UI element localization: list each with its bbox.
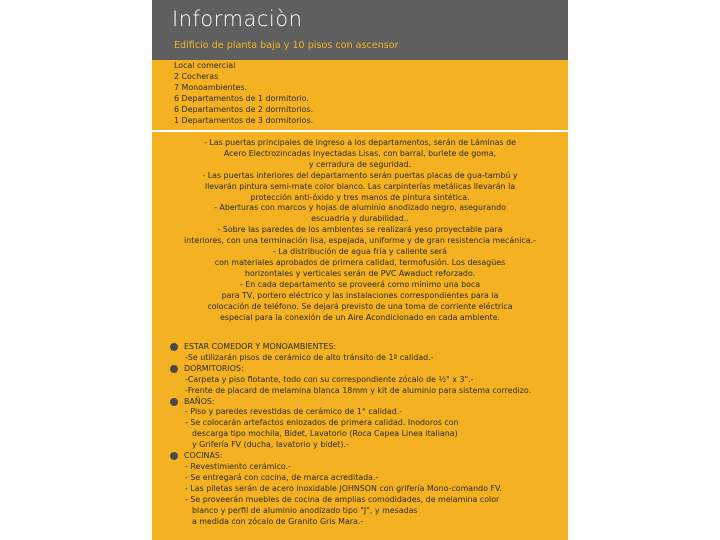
- room-line: descarga tipo mochila, Bidet, Lavatorio (Roca Capea Linea italiana): [192, 429, 458, 439]
- unit-item: 6 Departamentos de 2 dormitorios.: [174, 104, 314, 114]
- spec-line: escuadria y durabilidad..: [311, 214, 409, 224]
- spec-line: llevarán pintura semi-mate color blanco. Las carpinterías metálicas llevarán la: [204, 181, 516, 191]
- bullet-icon: [170, 343, 178, 351]
- rooms-list: [170, 342, 531, 527]
- unit-item: 2 Cocheras: [174, 71, 219, 81]
- room-line: - Las piletas serán de acero inoxidable JOHNSON con grifería Mono-comando FV.: [185, 483, 502, 493]
- room-heading-cocinas: [170, 451, 531, 462]
- unit-item: 7 Monoambientes.: [174, 82, 248, 92]
- unit-item: 1 Departamentos de 3 dormitorios.: [174, 115, 314, 125]
- unit-item: 6 Departamentos de 1 dormitorio.: [174, 93, 309, 103]
- spec-line: - Las puertas principales de ingreso a los departamentos, serán de Láminas de: [203, 138, 517, 147]
- spec-line: especial para la conexión de un Aire Acondicionado en cada ambiente.: [220, 312, 500, 322]
- spec-line: - Aberturas con marcos y hojas de aluminio anodizado negro, asegurando: [214, 203, 506, 213]
- room-line: -Carpeta y piso flotante, todo con su correspondiente zócalo de ½" x 3".-: [185, 374, 474, 384]
- bullet-icon: [170, 398, 178, 406]
- spec-line: Acero Electrozincadas Inyectadas Lisas, con barral, burlete de goma,: [223, 148, 497, 158]
- section-divider: [152, 130, 568, 132]
- room-heading-estar: [170, 342, 531, 353]
- spec-line: - Las puertas interiores del departamento serán puertas placas de gua-tambú y: [202, 170, 518, 180]
- info-panel: [152, 0, 568, 540]
- specs-block: [152, 138, 568, 323]
- page-title: Informaciòn: [172, 7, 303, 31]
- room-line: - Revestimiento cerámico.-: [185, 461, 291, 471]
- room-title: ESTAR COMEDOR Y MONOAMBIENTES:: [184, 342, 337, 351]
- spec-line: - Sobre las paredes de los ambientes se realizará yeso proyectable para: [217, 225, 503, 235]
- spec-line: para TV, portero eléctrico y las instalaciones correspondientes para la: [221, 290, 499, 300]
- room-line: a medida con zócalo de Granito Gris Mara.-: [192, 516, 364, 526]
- room-title: DORMITORIOS:: [184, 363, 244, 373]
- room-heading-dormitorios: [170, 364, 531, 375]
- room-title: COCINAS:: [184, 451, 223, 461]
- room-line: - Piso y paredes revestidas de cerámico de 1° calidad.-: [185, 407, 403, 417]
- bullet-icon: [170, 452, 178, 460]
- unit-item: Local comercial: [174, 61, 236, 70]
- room-line: - Se proveerán muebles de cocina de amplias comodidades, de melamina color: [185, 494, 500, 504]
- spec-line: horizontales y verticales serán de PVC Awaduct reforzado.: [244, 268, 476, 278]
- spec-line: - En cada departamento se proveerá como mínimo una boca: [239, 279, 481, 289]
- spec-line: colocación de teléfono. Se dejará previsto de una toma de corriente eléctrica: [207, 301, 513, 311]
- spec-line: interiores, con una terminación lisa, espejada, uniforme y de gran resistencia mecánica.-: [184, 236, 536, 246]
- room-title: BAÑOS:: [184, 396, 215, 406]
- unit-list: [174, 61, 313, 126]
- spec-line: protección anti-óxido y tres manos de pintura sintética.: [250, 192, 470, 202]
- header-bar: [152, 0, 568, 60]
- spec-line: con materiales aprobados de primera calidad, termofusión. Los desagües: [214, 257, 506, 267]
- bullet-icon: [170, 365, 178, 373]
- room-line: -Frente de placard de melamina blanca 18mm y kit de aluminio para sistema corredizo.: [185, 385, 532, 395]
- spec-line: y cerradura de seguridad.: [308, 159, 412, 169]
- room-line: - Se colocarán artefactos enlozados de primera calidad. Inodoros con: [185, 418, 459, 428]
- room-line: blanco y perfil de aluminio anodizado tipo "J", y mesadas: [192, 505, 418, 515]
- room-line: y Grifería FV (ducha, lavatorio y bidet).-: [192, 440, 349, 450]
- room-heading-banos: [170, 397, 531, 408]
- room-line: -Se utilizarán pisos de cerámico de alto tránsito de 1ª calidad.-: [185, 352, 434, 362]
- spec-line: - La distribución de agua fría y caliente será: [272, 247, 448, 257]
- room-line: - Se entregará con cocina, de marca acreditada.-: [185, 472, 379, 482]
- page-subtitle: Edificio de planta baja y 10 pisos con ascensor: [174, 40, 399, 51]
